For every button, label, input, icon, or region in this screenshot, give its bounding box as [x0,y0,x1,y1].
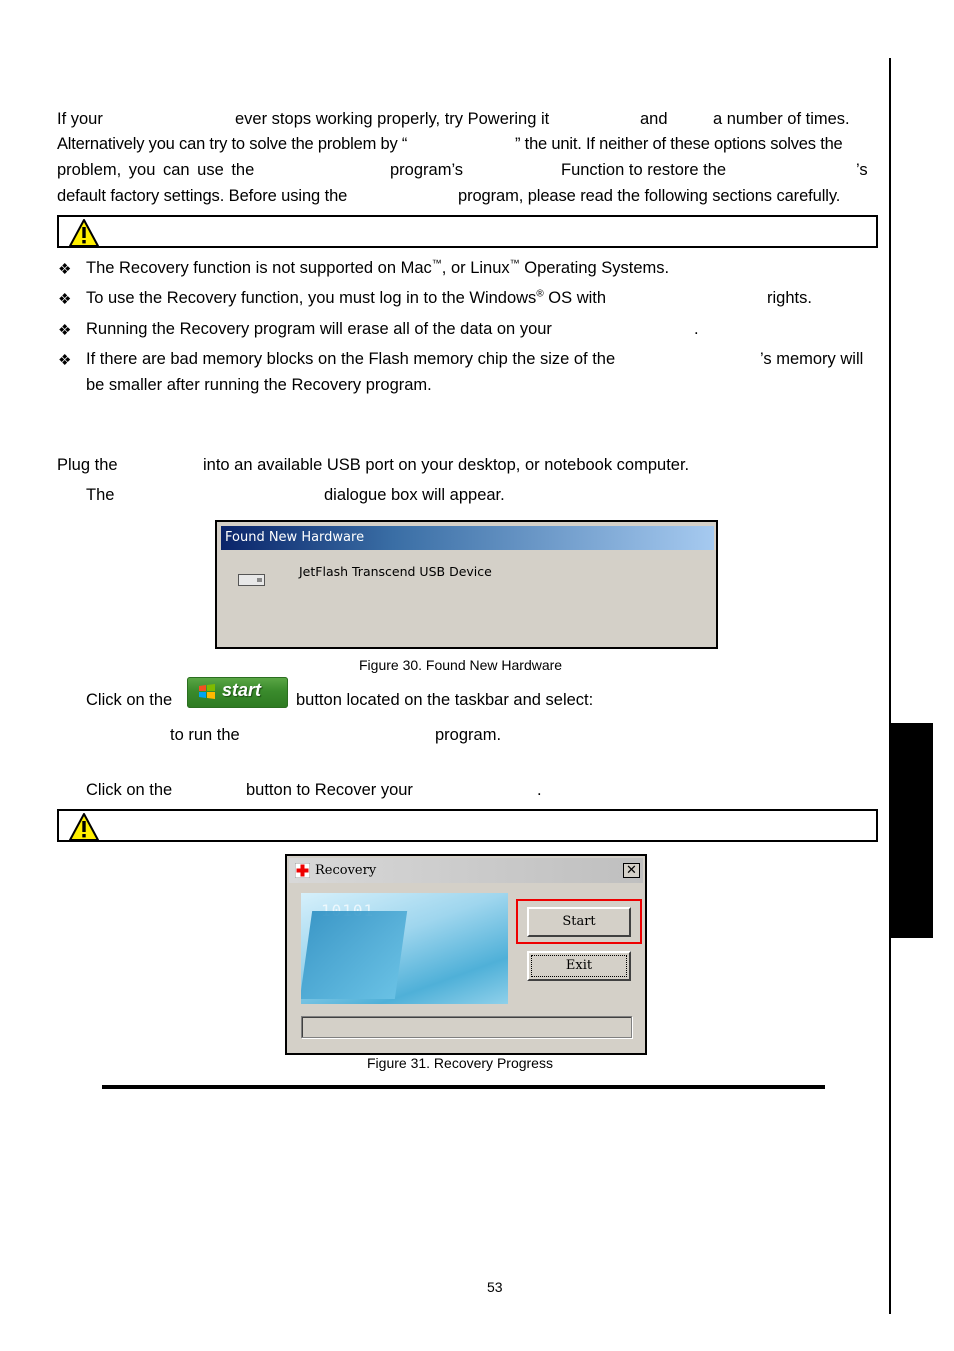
intro-text: default factory settings. Before using the [57,187,348,205]
usb-device-icon [238,574,265,586]
trademark-symbol: ™ [509,258,520,270]
bullet-symbol: ❖ [58,352,72,369]
bullet-text: be smaller after running the Recovery program. [86,376,432,394]
step-text: dialogue box will appear. [324,486,505,504]
right-margin-rule [889,58,891,1314]
bullet-symbol: ❖ [58,291,72,308]
step-text: program. [435,726,502,744]
intro-text: If your [57,110,103,128]
trademark-symbol: ™ [431,258,442,270]
bullet-text: , or Linux [441,259,510,277]
intro-text: and [640,110,668,128]
bullet-text: rights. [767,289,812,307]
step-text: Click on the [86,781,173,799]
bullet-text: The Recovery function is not supported on Mac [86,259,432,277]
intro-text: ” the unit. If neither of these options solves the [515,135,843,153]
dialog-title: Recovery [315,863,377,878]
step-text: button located on the taskbar and select: [296,691,594,709]
intro-text: program, please read the following sections carefully. [458,187,841,205]
intro-text: program’s [390,161,464,179]
warning-icon [69,219,99,247]
dialog-titlebar [289,858,643,883]
bullet-text: ’s memory will [760,350,864,368]
step-text: . [537,781,542,799]
intro-text: ’s [856,161,868,179]
warning-box [57,809,878,842]
bullet-text: To use the Recovery function, you must log in to the Windows [86,289,537,307]
step-text: Click on the [86,691,173,709]
bullet-text: If there are bad memory blocks on the Flash memory chip the size of the [86,350,616,368]
intro-text: Alternatively you can try to solve the problem by “ [57,135,408,153]
bullet-text: . [694,320,699,338]
chapter-side-tab [891,723,933,938]
figure-caption: Figure 31. Recovery Progress [367,1055,553,1071]
step-text: The [86,486,115,504]
bullet-symbol: ❖ [58,322,72,339]
warning-icon [69,813,99,841]
exit-button[interactable]: Exit [527,951,631,981]
bullet-text: Operating Systems. [519,259,670,277]
page-number: 53 [487,1279,503,1295]
device-name: JetFlash Transcend USB Device [299,564,492,579]
bullet-item [86,256,669,282]
horizontal-rule [102,1085,825,1089]
recovery-banner-image [301,893,508,1004]
warning-box [57,215,878,248]
step-text: button to Recover your [246,781,413,799]
bullet-text: OS with [543,289,607,307]
step-text: into an available USB port on your desktop, or notebook computer. [203,456,690,474]
start-button[interactable] [187,677,288,708]
windows-logo-icon [198,683,216,701]
start-recovery-button[interactable]: Start [527,907,631,937]
found-new-hardware-dialog [215,520,718,649]
figure-caption: Figure 30. Found New Hardware [359,657,563,673]
recovery-dialog [285,854,647,1055]
banner-panel [301,911,407,999]
intro-text: a number of times. [713,110,850,128]
dialog-title: Found New Hardware [221,526,714,550]
intro-text: problem, you can use the [57,161,255,179]
start-label: start [222,680,262,700]
red-cross-icon [295,863,310,878]
bullet-symbol: ❖ [58,261,72,278]
intro-text: ever stops working properly, try Powering it [235,110,550,128]
bullet-text: Running the Recovery program will erase all of the data on your [86,320,552,338]
progress-bar [301,1016,632,1038]
step-text: Plug the [57,456,118,474]
intro-text: Function to restore the [561,161,727,179]
step-text: to run the [170,726,240,744]
registered-symbol: ® [536,288,544,300]
close-button[interactable]: ✕ [623,863,640,878]
bullet-item [86,286,606,312]
